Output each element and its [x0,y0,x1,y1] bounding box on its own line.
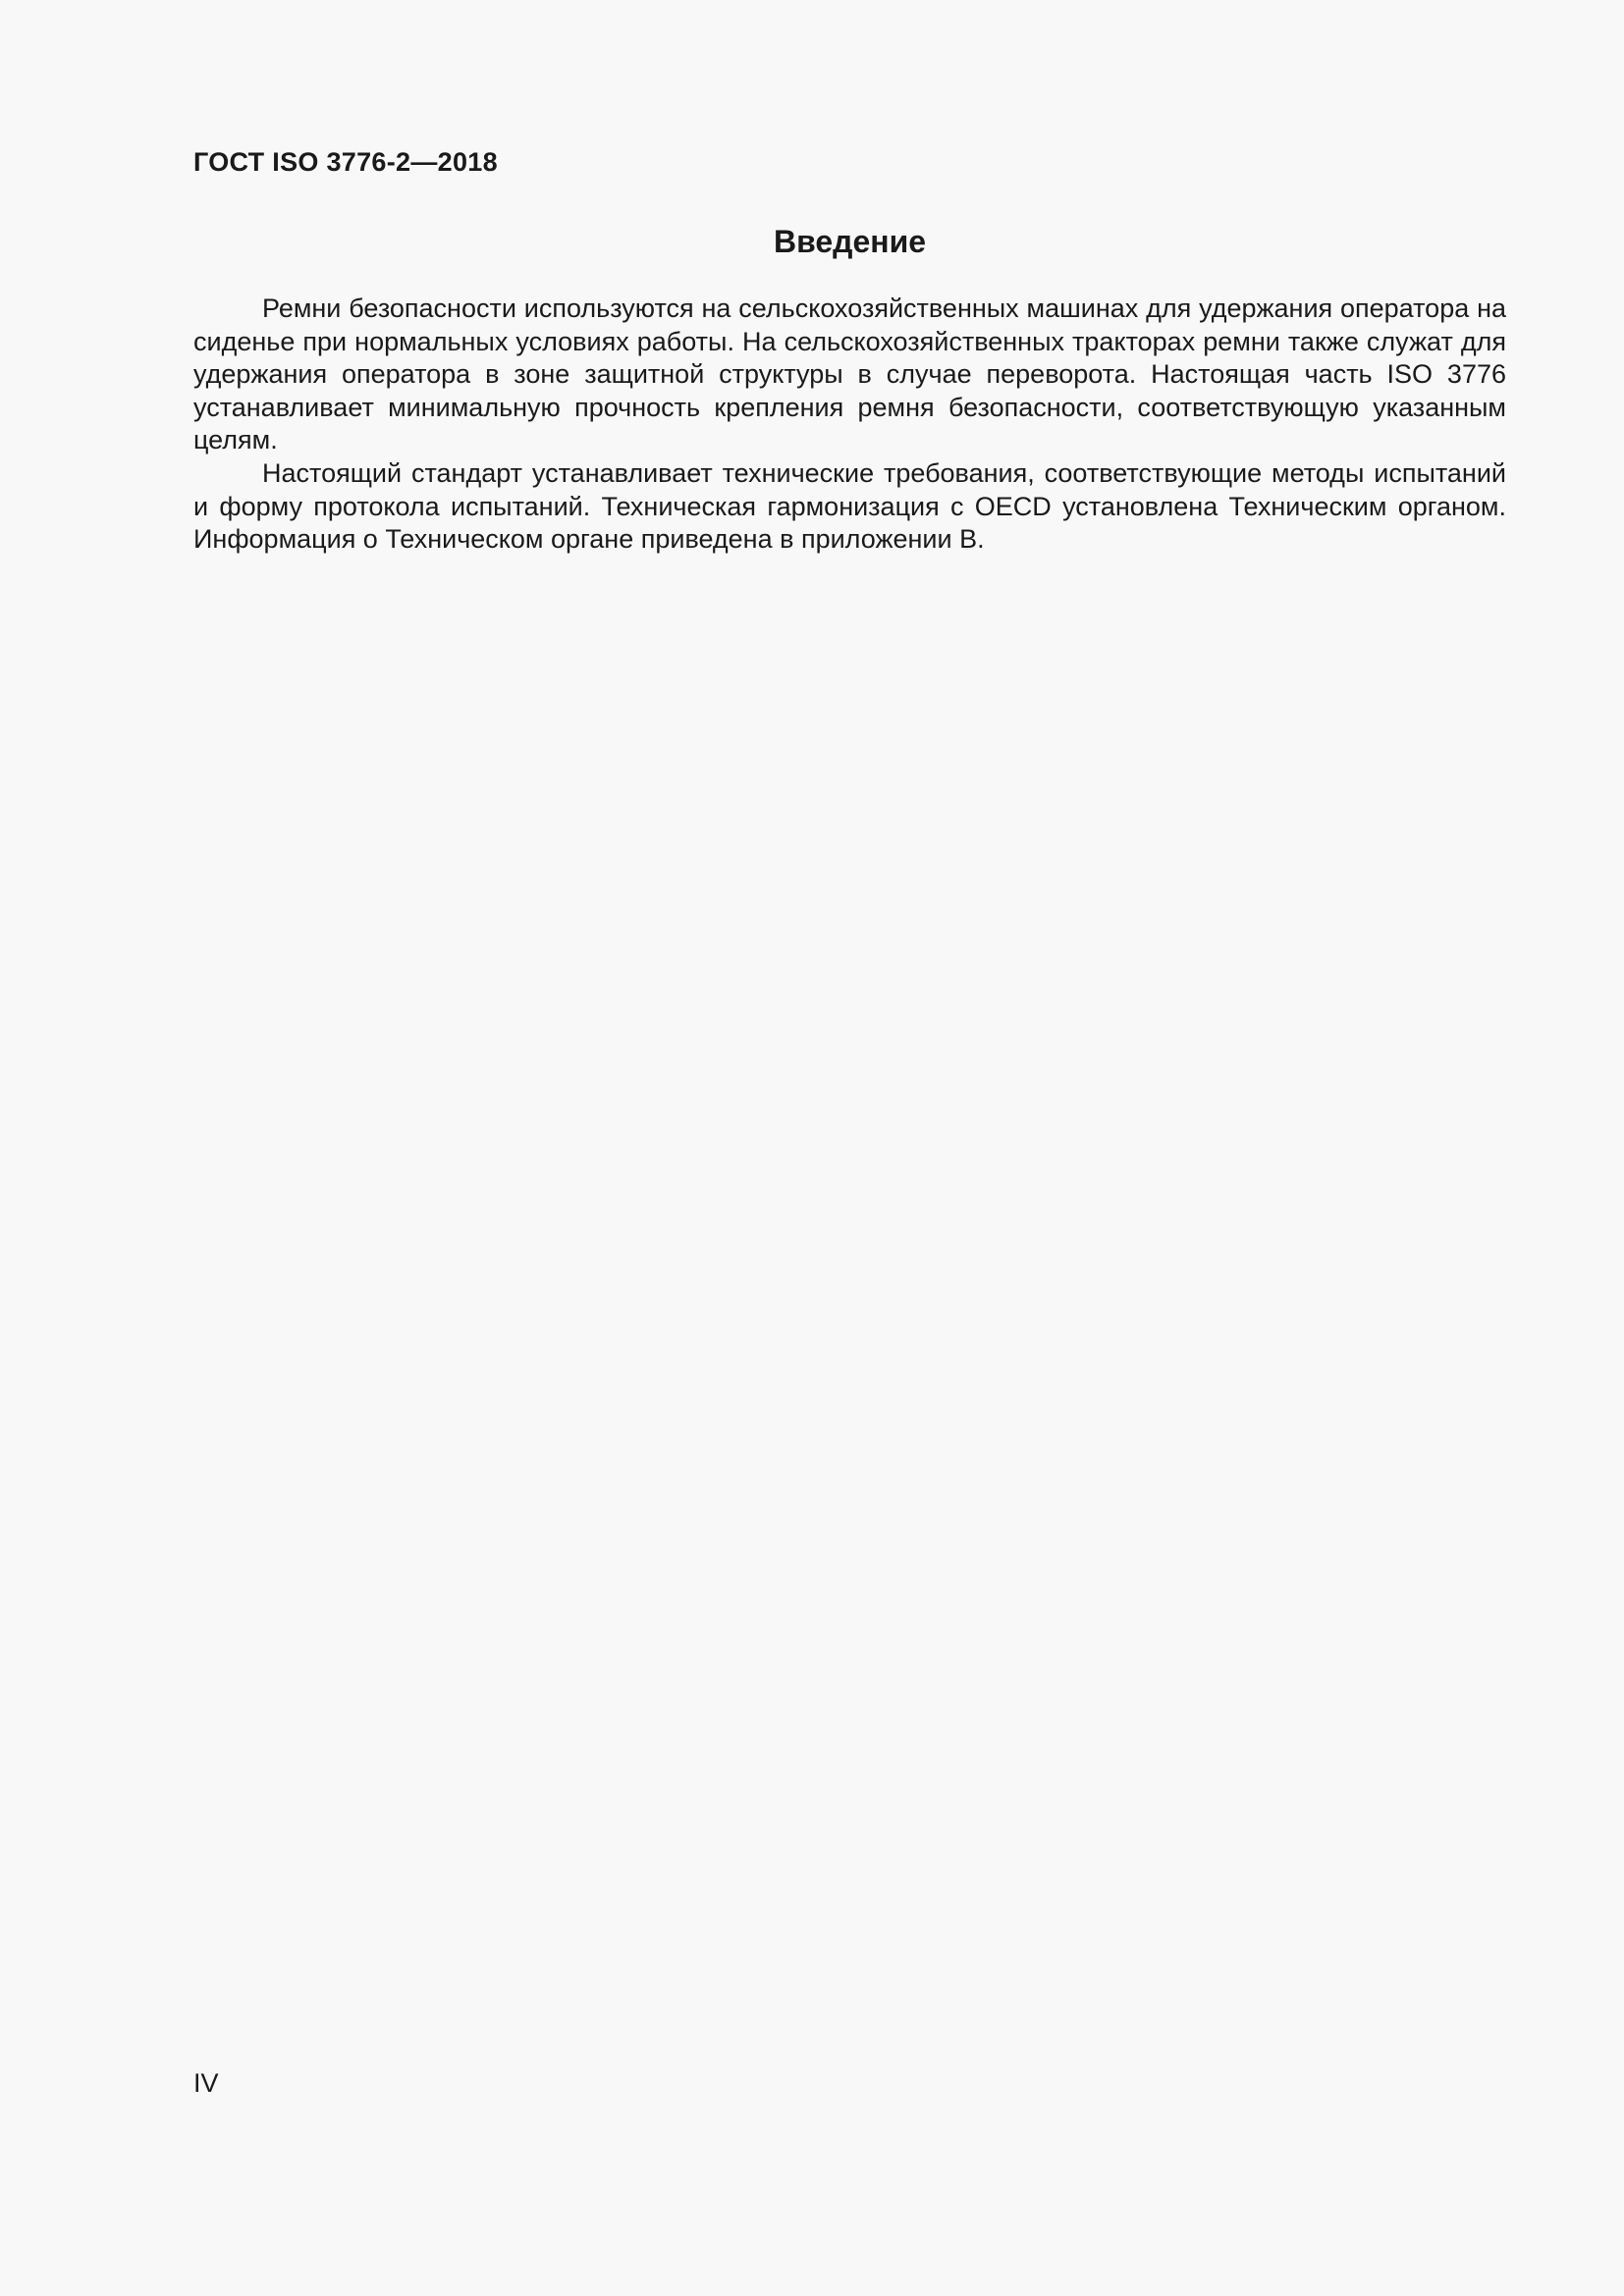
paragraph-1: Ремни безопасности используются на сельскохозяйственных машинах для удержания оператора на сиденье при нормальных условиях работы. На сельскохозяйственных тракторах ремни также служат для удержания оператора в зоне защитной структуры в случае переворота. Настоящая часть ISO 3776 устанавливает минимальную прочность крепления ремня безопасности, соответствующую указанным целям. [193,294,1506,455]
body-text [193,293,1506,557]
section-title: Введение [773,224,927,259]
page-number: IV [193,2068,219,2098]
standard-code-header: ГОСТ ISO 3776-2—2018 [193,147,498,177]
paragraph-2: Настоящий стандарт устанавливает технические требования, соответствующие методы испытаний и форму протокола испытаний. Техническая гармонизация с OECD установлена Техническим органом. Информация о Техническом органе приведена в приложении B. [193,457,1506,555]
